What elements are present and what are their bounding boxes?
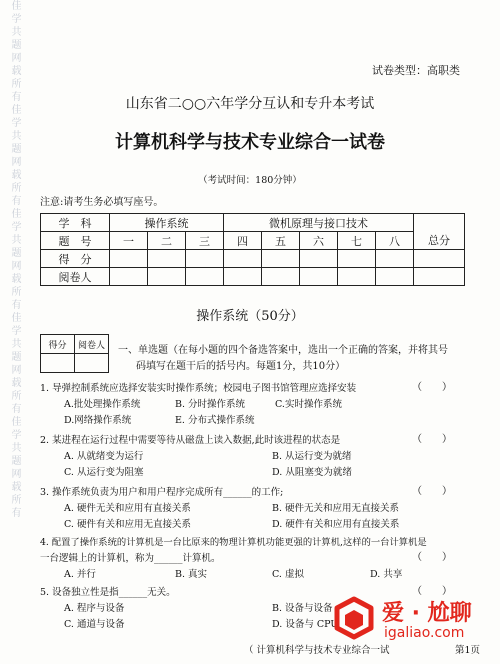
question-5-option-d: D. 设备与 CPU [272,619,339,630]
score-table-label-number: 题 号 [41,232,110,250]
question-3-stem: 3. 操作系统负责为用户和用户程序完成所有______的工作; [40,487,284,498]
question-5-option-a: A. 程序与设备 [64,603,125,614]
logo-url: igaliao.com [384,625,465,641]
question-1-option-d: D.网络操作系统 [64,415,132,426]
question-4-answer: （ ） [412,552,452,563]
instructions-line-2: 码填写在题干后的括号内。每题1分，共10分） [136,361,346,372]
notice: 注意:请考生务必填写座号。 [40,197,164,208]
footer-text: （ 计算机科学与技术专业综合一试 [244,645,390,656]
mini-reviewer-label: 阅卷人 [75,335,109,354]
mini-score-label: 得分 [41,335,75,354]
question-1-option-c: C.实时操作系统 [275,399,342,410]
question-1-stem: 1. 导弹控制系统应选择安装实时操作系统；校园电子图书馆管理应选择安装 [40,383,357,394]
score-table-label-reviewer: 阅卷人 [41,268,110,286]
question-5-option-c: C. 通道与设备 [64,619,125,630]
question-2-option-c: C. 从运行变为阻塞 [64,467,144,478]
paper-type: 试卷类型：高职类 [372,64,460,77]
question-4-stem-continued: 一台逻辑上的计算机，称为______计算机。 [40,553,221,564]
question-2-stem: 2. 某进程在运行过程中需要等待从磁盘上读入数据,此时该进程的状态是 [40,435,341,446]
exam-line: 山东省二○○六年学分互认和专升本考试 [125,96,375,112]
page-title: 计算机科学与技术专业综合一试卷 [115,132,385,153]
score-table [40,213,465,286]
question-5-option-b: B. 设备与设备 [272,603,333,614]
col-1: 一 [110,232,148,250]
question-2-option-a: A. 从就绪变为运行 [64,451,144,462]
section-title: 操作系统（50分） [196,309,304,324]
col-3: 三 [186,232,224,250]
question-5-stem: 5. 设备独立性是指______无关。 [40,587,176,598]
total-cell-top [414,214,465,232]
col-5: 五 [262,232,300,250]
site-logo [332,592,498,648]
question-2-answer: （ ） [412,434,452,445]
question-4-option-d: D. 共享 [370,569,403,580]
question-3-option-c: C. 硬件有关和应用无直接关系 [64,519,191,530]
question-1-option-a: A.批处理操作系统 [64,399,141,410]
col-2: 二 [148,232,186,250]
question-4-option-a: A. 并行 [64,569,96,580]
logo-brand: 爱 · 尬聊 [382,601,472,626]
question-4-option-c: C. 虚拟 [272,569,304,580]
col-4: 四 [224,232,262,250]
instructions-line-1: 一、单选题（在每小题的四个备选答案中，选出一个正确的答案，并将其号 [118,345,448,356]
col-8: 八 [376,232,414,250]
total-label: 总分 [414,232,465,250]
question-1-option-e: E. 分布式操作系统 [175,415,255,426]
logo-mark-icon [332,596,376,640]
subject-microcomputer: 微机原理与接口技术 [224,214,414,232]
question-3-option-a: A. 硬件无关和应用有直接关系 [64,503,191,514]
page-number: 第1页 [455,645,481,656]
question-4-stem: 4. 配置了操作系统的计算机是一台比原来的物理计算机功能更强的计算机,这样的一台计算机是 [40,537,427,548]
question-1-answer: （ ） [412,382,452,393]
question-1-option-b: B. 分时操作系统 [175,399,246,410]
question-2-option-d: D. 从阻塞变为就绪 [272,467,352,478]
question-3-option-b: B. 硬件无关和应用无直接关系 [272,503,400,514]
score-table-label-score: 得 分 [41,250,110,268]
question-4-option-b: B. 真实 [175,569,208,580]
section-score-table [40,334,109,373]
question-3-option-d: D. 硬件有关和应用有直接关系 [272,519,400,530]
score-table-label-subject: 学 科 [41,214,110,232]
question-2-option-b: B. 从运行变为就绪 [272,451,352,462]
exam-time: （考试时间：180分钟） [198,175,302,186]
question-3-answer: （ ） [412,486,452,497]
watermark: 佳学共题网载所有佳学共题网载所有佳学共题网载所有佳学共题网载所有佳学共题网载所有 [9,0,20,520]
col-6: 六 [300,232,338,250]
col-7: 七 [338,232,376,250]
subject-os: 操作系统 [110,214,224,232]
question-5-answer: （ ） [412,586,452,597]
